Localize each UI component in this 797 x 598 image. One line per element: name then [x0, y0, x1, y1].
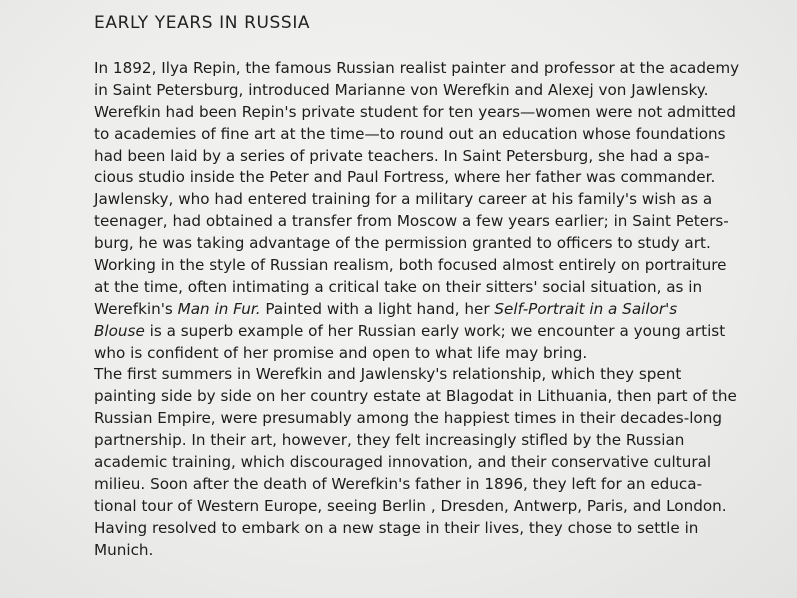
- body-line: Working in the style of Russian realism, both focused almost entirely on portraiture: [94, 256, 727, 275]
- body-line: who is confident of her promise and open to what life may bring.: [94, 343, 588, 362]
- body-line: [94, 321, 797, 343]
- body-line: at the time, often intimating a critical take on their sitters' social situation, as in: [94, 277, 703, 296]
- body-line: had been laid by a series of private teachers. In Saint Petersburg, she had a spa-: [94, 146, 710, 165]
- body-line: [94, 299, 797, 321]
- body-line: The first summers in Werefkin and Jawlensky's relationship, which they spent: [94, 365, 682, 384]
- body-line: to academies of fine art at the time—to round out an education whose foundations: [94, 124, 726, 143]
- artwork-title-man-in-fur: Man in Fur.: [177, 299, 261, 318]
- body-line: painting side by side on her country estate at Blagodat in Lithuania, then part of the: [94, 387, 737, 406]
- body-line: Russian Empire, were presumably among the happiest times in their decades-long: [94, 409, 722, 428]
- text-run: Werefkin's: [94, 299, 178, 318]
- artwork-title-self-portrait-cont: Blouse: [94, 321, 145, 340]
- body-line: academic training, which discouraged innovation, and their conservative cultural: [94, 453, 712, 472]
- body-line: burg, he was taking advantage of the permission granted to officers to study art.: [94, 234, 711, 253]
- label-title: EARLY YEARS IN RUSSIA: [94, 13, 311, 33]
- body-line: teenager, had obtained a transfer from Moscow a few years earlier; in Saint Peters-: [94, 212, 729, 231]
- body-line: in Saint Petersburg, introduced Marianne von Werefkin and Alexej von Jawlensky.: [94, 80, 709, 99]
- body-line: Munich.: [94, 540, 154, 559]
- body-line: tional tour of Western Europe, seeing Berlin , Dresden, Antwerp, Paris, and London.: [94, 496, 727, 515]
- body-line: In 1892, Ilya Repin, the famous Russian realist painter and professor at the academy: [94, 59, 740, 77]
- body-line: Having resolved to embark on a new stage in their lives, they chose to settle in: [94, 518, 699, 537]
- body-line: Jawlensky, who had entered training for a military career at his family's wish as a: [94, 190, 713, 209]
- body-line: partnership. In their art, however, they felt increasingly stifled by the Russian: [94, 431, 685, 450]
- body-line: cious studio inside the Peter and Paul Fortress, where her father was commander.: [94, 168, 716, 187]
- label-body: [94, 58, 797, 561]
- artwork-title-self-portrait: Self-Portrait in a Sailor's: [494, 299, 678, 318]
- body-line: Werefkin had been Repin's private student for ten years—women were not admitted: [94, 102, 736, 121]
- body-line: milieu. Soon after the death of Werefkin's father in 1896, they left for an educa-: [94, 474, 703, 493]
- text-run: is a superb example of her Russian early work; we encounter a young artist: [144, 321, 726, 340]
- text-run: Painted with a light hand, her: [260, 299, 495, 318]
